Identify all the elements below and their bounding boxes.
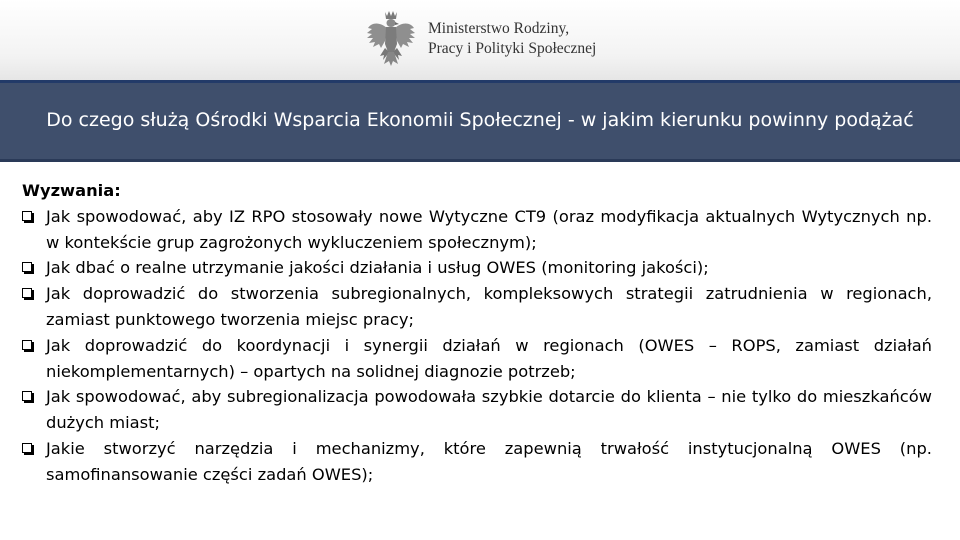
challenge-item-1 [22, 204, 932, 256]
checkbox-bullet-icon [22, 211, 32, 221]
challenges-list [22, 204, 932, 488]
challenges-heading: Wyzwania: [22, 181, 121, 200]
header-bar [0, 0, 960, 80]
checkbox-bullet-icon [22, 340, 32, 350]
eagle-emblem-icon [366, 8, 416, 70]
challenge-text-6: Jakie stworzyć narzędzia i mechanizmy, które zapewnią trwałość instytucjonalną OWES (np. samofinansowanie części zadań OWES); [46, 438, 932, 484]
challenge-text-3: Jak doprowadzić do stworzenia subregionalnych, kompleksowych strategii zatrudnienia w regionach, zamiast punktowego tworzenia miejsc pracy; [46, 284, 932, 329]
ministry-name [428, 19, 596, 59]
slide-title: Do czego służą Ośrodki Wsparcia Ekonomii Społecznej - w jakim kierunku powinny podążać [46, 108, 914, 131]
checkbox-bullet-icon [22, 262, 32, 272]
checkbox-bullet-icon [22, 391, 32, 401]
checkbox-bullet-icon [22, 288, 32, 298]
challenge-text-5: Jak spowodować, aby subregionalizacja powodowała szybkie dotarcie do klienta – nie tylko do mieszkańców dużych miast; [46, 387, 932, 433]
slide-content [22, 178, 932, 488]
challenge-item-4 [22, 333, 932, 385]
challenge-item-2 [22, 255, 932, 281]
challenge-item-5 [22, 384, 932, 436]
challenge-item-3 [22, 281, 932, 333]
challenge-text-4: Jak doprowadzić do koordynacji i synergii działań w regionach (OWES – ROPS, zamiast działań niekomplementarnych) – opartych na solidnej diagnozie potrzeb; [46, 335, 932, 381]
checkbox-bullet-icon [22, 443, 32, 453]
title-band [0, 80, 960, 162]
challenge-text-2: Jak dbać o realne utrzymanie jakości działania i usług OWES (monitoring jakości); [46, 258, 709, 278]
ministry-name-line-2: Pracy i Polityki Społecznej [428, 40, 597, 57]
challenge-item-6 [22, 436, 932, 488]
ministry-logo [366, 8, 596, 70]
challenge-text-1: Jak spowodować, aby IZ RPO stosowały nowe Wytyczne CT9 (oraz modyfikacja aktualnych Wytycznych np. w kontekście grup zagrożonych wykluczeniem społecznym); [46, 206, 932, 252]
ministry-name-line-1: Ministerstwo Rodziny, [428, 20, 570, 37]
